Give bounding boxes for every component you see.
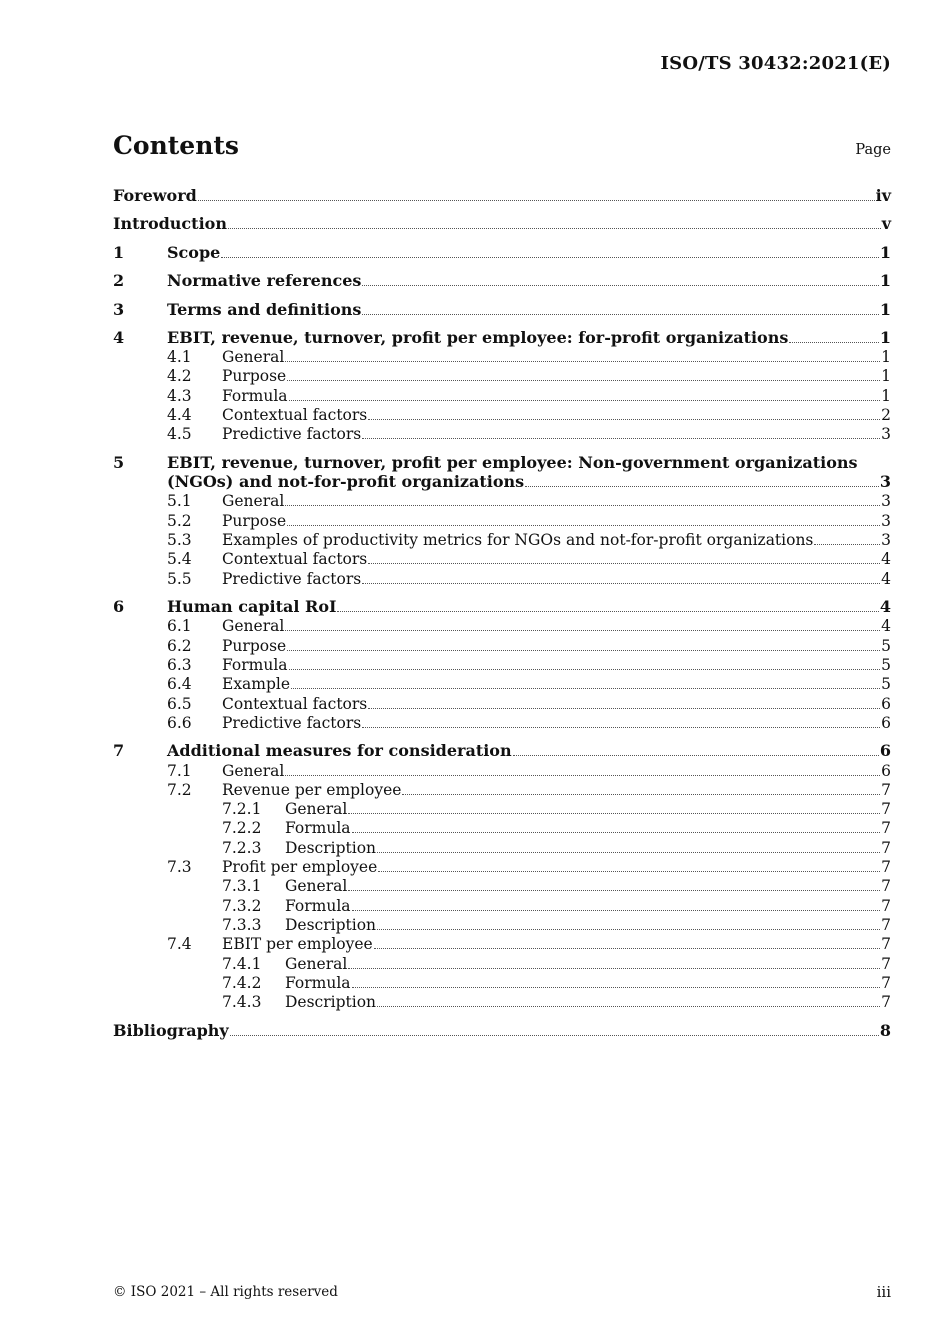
page-column-label: Page: [855, 142, 891, 158]
toc-entry-number: 6.2: [167, 637, 192, 655]
toc-entry-number: 7.4.1: [222, 955, 262, 973]
toc-entry[interactable]: [167, 511, 891, 531]
toc-leader-dots: [362, 583, 880, 584]
toc-entry[interactable]: [113, 328, 891, 348]
toc-entry[interactable]: [113, 271, 891, 291]
toc-entry[interactable]: [167, 366, 891, 386]
toc-entry-page: 1: [879, 243, 891, 262]
toc-entry-number: 4.5: [167, 425, 192, 443]
toc-entry-number: 4.4: [167, 406, 192, 424]
toc-entry-title: Purpose: [222, 367, 287, 385]
toc-entry-number: 6.4: [167, 675, 192, 693]
toc-entry-title: Description: [285, 993, 377, 1011]
toc-leader-dots: [362, 285, 878, 286]
toc-entry-title: Scope: [167, 243, 221, 262]
toc-entry-page: 7: [881, 781, 891, 799]
toc-entry-number: 4.3: [167, 387, 192, 405]
toc-leader-dots: [377, 852, 880, 853]
toc-entry[interactable]: [167, 549, 891, 569]
toc-entry[interactable]: [222, 896, 891, 916]
toc-entry-title: Example: [222, 675, 291, 693]
toc-leader-dots: [287, 650, 880, 651]
toc-entry-title: Formula: [285, 897, 351, 915]
toc-entry[interactable]: [167, 674, 891, 694]
toc-entry-title: General: [222, 762, 285, 780]
toc-leader-dots: [198, 200, 875, 201]
toc-entry-title: Additional measures for consideration: [167, 741, 512, 760]
toc-entry-number: 7.1: [167, 762, 192, 780]
toc-entry-page: 3: [881, 531, 891, 549]
toc-entry-page: 5: [881, 656, 891, 674]
toc-entry-page: 3: [881, 512, 891, 530]
toc-entry-number: 4.2: [167, 367, 192, 385]
toc-entry-number: 3: [113, 300, 125, 319]
toc-leader-dots: [378, 871, 880, 872]
toc-entry-title: General: [222, 348, 285, 366]
toc-entry[interactable]: [167, 857, 891, 877]
contents-title: Contents: [113, 131, 240, 160]
toc-entry-title: Purpose: [222, 512, 287, 530]
toc-entry-number: 6: [113, 597, 125, 616]
toc-entry-page: 4: [881, 550, 891, 568]
toc-entry-page: iv: [875, 186, 891, 205]
toc-entry-title: Predictive factors: [222, 425, 362, 443]
toc-entry[interactable]: [113, 243, 891, 263]
toc-leader-dots: [287, 525, 880, 526]
toc-entry-title: Examples of productivity metrics for NGOs and not-for-profit organizations: [222, 531, 814, 549]
toc-entry-page: 6: [881, 762, 891, 780]
toc-entry-title: Purpose: [222, 637, 287, 655]
toc-entry-number: 7.4: [167, 935, 192, 953]
toc-entry-title: General: [285, 955, 348, 973]
toc-entry-number: 7.2.3: [222, 839, 262, 857]
toc-leader-dots: [285, 775, 880, 776]
toc-entry[interactable]: [167, 713, 891, 733]
toc-entry-page: 5: [881, 675, 891, 693]
toc-entry-title: Formula: [285, 974, 351, 992]
toc-entry[interactable]: [222, 915, 891, 935]
toc-entry[interactable]: [222, 954, 891, 974]
toc-entry[interactable]: [113, 186, 891, 206]
toc-entry-title: Foreword: [113, 186, 197, 205]
toc-entry-page: 7: [881, 877, 891, 895]
toc-leader-dots: [789, 342, 879, 343]
toc-leader-dots: [289, 400, 881, 401]
toc-leader-dots: [285, 361, 880, 362]
toc-entry-page: 1: [879, 300, 891, 319]
toc-leader-dots: [285, 630, 880, 631]
toc-entry-title: EBIT, revenue, turnover, profit per employee: for-profit organizations: [167, 328, 789, 347]
toc-entry-title: Introduction: [113, 214, 227, 233]
toc-entry[interactable]: [113, 1021, 891, 1041]
toc-entry-title: Description: [285, 916, 377, 934]
toc-entry-number: 7.3: [167, 858, 192, 876]
toc-leader-dots: [368, 708, 880, 709]
toc-entry-page: 1: [879, 271, 891, 290]
toc-entry-page: 7: [881, 993, 891, 1011]
toc-leader-dots: [402, 794, 880, 795]
toc-leader-dots: [377, 929, 880, 930]
toc-entry[interactable]: [167, 636, 891, 656]
toc-leader-dots: [352, 832, 881, 833]
toc-leader-dots: [337, 611, 878, 612]
toc-entry-title: Profit per employee: [222, 858, 378, 876]
toc-entry[interactable]: [167, 780, 891, 800]
toc-entry-title: EBIT, revenue, turnover, profit per employee: Non-government organizations: [167, 453, 858, 472]
toc-leader-dots: [291, 688, 880, 689]
footer-page-number: iii: [876, 1283, 891, 1301]
toc-entry-page: 4: [881, 570, 891, 588]
toc-entry-title: General: [285, 800, 348, 818]
toc-entry-page: 7: [881, 955, 891, 973]
toc-entry[interactable]: [222, 838, 891, 858]
toc-entry-title: Normative references: [167, 271, 362, 290]
toc-entry-number: 6.1: [167, 617, 192, 635]
toc-entry-page: 1: [879, 328, 891, 347]
toc-leader-dots: [287, 380, 880, 381]
toc-entry[interactable]: [167, 472, 891, 492]
toc-entry-title: General: [222, 617, 285, 635]
toc-entry[interactable]: [167, 491, 891, 511]
toc-leader-dots: [348, 968, 880, 969]
toc-entry-number: 7.3.3: [222, 916, 262, 934]
toc-entry-page: 7: [881, 819, 891, 837]
toc-leader-dots: [374, 948, 880, 949]
toc-leader-dots: [377, 1006, 880, 1007]
toc-entry-number: 1: [113, 243, 125, 262]
toc-entry[interactable]: [167, 347, 891, 367]
toc-entry[interactable]: [167, 694, 891, 714]
toc-leader-dots: [352, 987, 881, 988]
toc-entry-number: 5.4: [167, 550, 192, 568]
toc-entry-number: 6.3: [167, 656, 192, 674]
toc-leader-dots: [362, 314, 878, 315]
toc-entry[interactable]: [113, 597, 891, 617]
toc-entry[interactable]: [167, 424, 891, 444]
toc-entry-title: Description: [285, 839, 377, 857]
toc-entry[interactable]: [222, 992, 891, 1012]
toc-entry-number: 5.2: [167, 512, 192, 530]
toc-entry-title: (NGOs) and not-for-profit organizations: [167, 472, 525, 491]
toc-leader-dots: [348, 890, 880, 891]
toc-leader-dots: [368, 563, 880, 564]
toc-entry-page: 3: [881, 425, 891, 443]
toc-entry-title: Terms and definitions: [167, 300, 362, 319]
toc-leader-dots: [814, 544, 880, 545]
toc-entry-page: 7: [881, 916, 891, 934]
toc-entry-title: Bibliography: [113, 1021, 229, 1040]
toc-entry[interactable]: [167, 761, 891, 781]
toc-entry-page: 1: [881, 387, 891, 405]
toc-leader-dots: [362, 727, 880, 728]
toc-entry-number: 5.5: [167, 570, 192, 588]
toc-entry-page: 7: [881, 858, 891, 876]
toc-entry-number: 5: [113, 453, 125, 472]
toc-leader-dots: [362, 438, 880, 439]
toc-leader-dots: [289, 669, 881, 670]
toc-entry-title: Contextual factors: [222, 695, 368, 713]
toc-entry-number: 7.4.2: [222, 974, 262, 992]
toc-entry-number: 6.5: [167, 695, 192, 713]
toc-entry-page: 4: [879, 597, 891, 616]
toc-leader-dots: [368, 419, 880, 420]
toc-entry-page: v: [881, 214, 891, 233]
toc-entry-page: 6: [881, 714, 891, 732]
toc-entry-title: Predictive factors: [222, 570, 362, 588]
toc-leader-dots: [221, 257, 879, 258]
toc-entry[interactable]: [222, 799, 891, 819]
toc-entry-title: Formula: [222, 387, 288, 405]
toc-entry-title: Revenue per employee: [222, 781, 402, 799]
toc-leader-dots: [525, 486, 879, 487]
toc-entry-page: 6: [881, 695, 891, 713]
toc-entry-number: 7.3.2: [222, 897, 262, 915]
toc-entry[interactable]: [167, 655, 891, 675]
toc-entry[interactable]: [167, 934, 891, 954]
toc-entry-page: 6: [879, 741, 891, 760]
toc-entry-page: 7: [881, 935, 891, 953]
toc-entry[interactable]: [167, 405, 891, 425]
footer-copyright: © ISO 2021 – All rights reserved: [113, 1284, 338, 1300]
toc-entry[interactable]: [167, 386, 891, 406]
toc-entry[interactable]: [113, 741, 891, 761]
toc-leader-dots: [228, 228, 881, 229]
toc-entry-page: 3: [881, 492, 891, 510]
toc-entry-page: 7: [881, 897, 891, 915]
toc-entry-page: 1: [881, 367, 891, 385]
toc-entry-title: Contextual factors: [222, 406, 368, 424]
doc-header-code: ISO/TS 30432:2021(E): [660, 53, 891, 74]
toc-entry-page: 3: [879, 472, 891, 491]
toc-entry-number: 7.2: [167, 781, 192, 799]
toc-entry-page: 1: [881, 348, 891, 366]
toc-entry[interactable]: [167, 616, 891, 636]
toc-entry-number: 7.3.1: [222, 877, 262, 895]
toc-entry-number: 7.2.1: [222, 800, 262, 818]
toc-entry-title: EBIT per employee: [222, 935, 373, 953]
toc-leader-dots: [352, 910, 881, 911]
toc-entry-number: 2: [113, 271, 125, 290]
toc-entry[interactable]: [222, 876, 891, 896]
toc-entry[interactable]: [222, 818, 891, 838]
toc-entry[interactable]: [113, 300, 891, 320]
toc-entry-page: 5: [881, 637, 891, 655]
toc-leader-dots: [230, 1035, 879, 1036]
toc-entry-title: Predictive factors: [222, 714, 362, 732]
toc-entry-page: 8: [879, 1021, 891, 1040]
toc-entry-page: 7: [881, 974, 891, 992]
toc-entry-page: 2: [881, 406, 891, 424]
toc-entry-number: 5.3: [167, 531, 192, 549]
toc-entry[interactable]: [222, 973, 891, 993]
toc-entry-number: 4: [113, 328, 125, 347]
toc-entry-number: 6.6: [167, 714, 192, 732]
toc-entry-title: Formula: [285, 819, 351, 837]
toc-entry-number: 7: [113, 741, 125, 760]
toc-entry[interactable]: [167, 530, 891, 550]
toc-entry-number: 5.1: [167, 492, 192, 510]
toc-entry[interactable]: [167, 569, 891, 589]
toc-entry-title: General: [285, 877, 348, 895]
toc-entry-number: 7.2.2: [222, 819, 262, 837]
toc-leader-dots: [348, 813, 880, 814]
toc-entry-page: 7: [881, 839, 891, 857]
toc-entry-number: 4.1: [167, 348, 192, 366]
toc-leader-dots: [285, 505, 880, 506]
toc-leader-dots: [513, 755, 879, 756]
toc-entry-title: General: [222, 492, 285, 510]
toc-entry[interactable]: [113, 214, 891, 234]
toc-entry-page: 7: [881, 800, 891, 818]
toc-entry-number: 7.4.3: [222, 993, 262, 1011]
toc-entry-page: 4: [881, 617, 891, 635]
toc-entry-title: Contextual factors: [222, 550, 368, 568]
toc-entry-title: Formula: [222, 656, 288, 674]
toc-entry-title: Human capital RoI: [167, 597, 337, 616]
